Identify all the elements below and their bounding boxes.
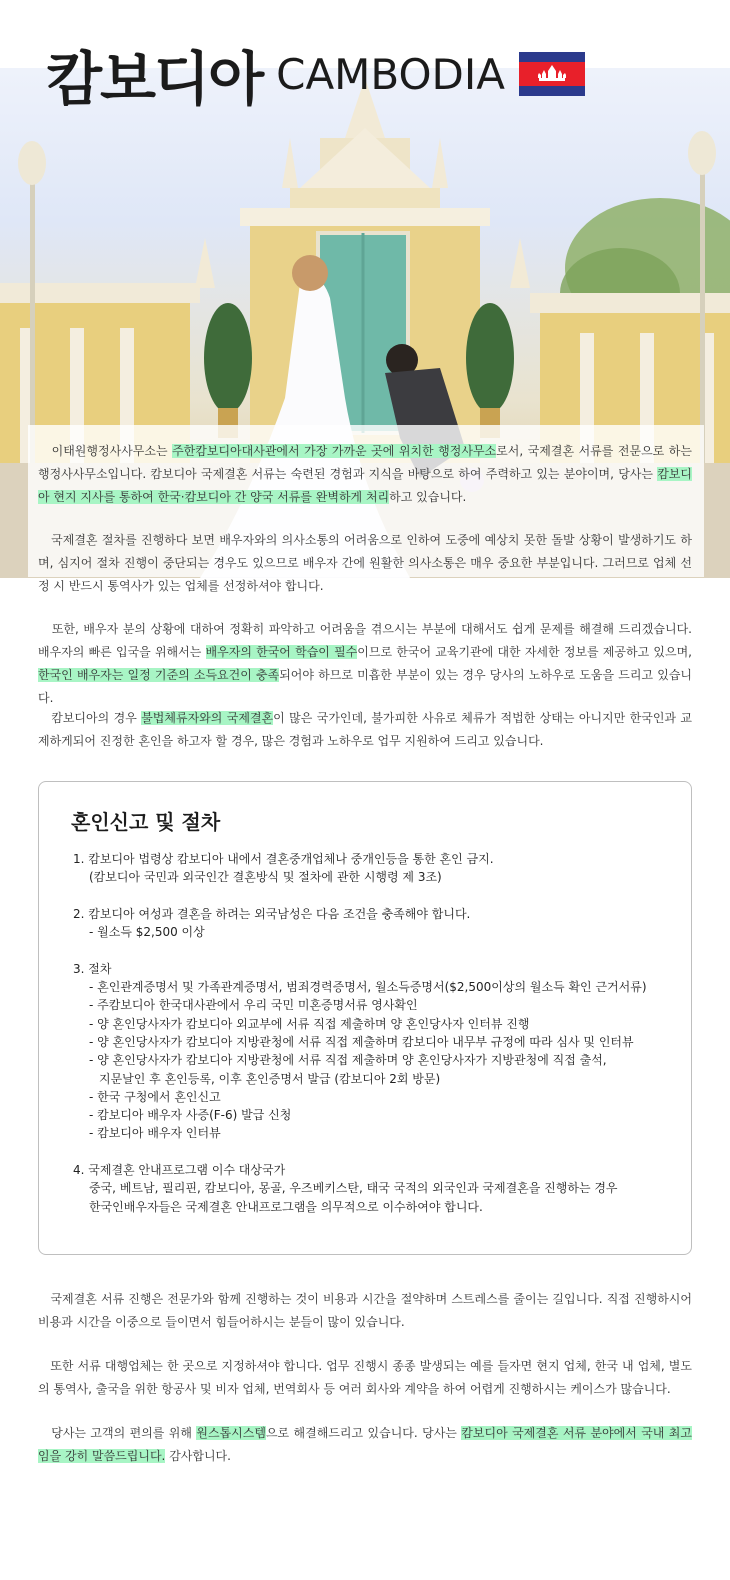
paragraph-text: 국제결혼 서류 진행은 전문가와 함께 진행하는 것이 비용과 시간을 절약하며 스트레스를 줄이는 길입니다. 직접 진행하시어 비용과 시간을 이중으로 들이면서 힘들어하시는 분들이 많이 있습니다. [38,1292,692,1329]
paragraph-text: 으로 해결해드리고 있습니다. 당사는 [265,1426,462,1440]
procedure-sub-item: - 양 혼인당사자가 캄보디아 지방관청에 서류 직접 제출하며 양 혼인당사자가 지방관청에 직접 출석, [89,1053,607,1068]
marriage-procedure-box [38,781,692,1255]
procedure-sub-item: - 양 혼인당사자가 캄보디아 지방관청에 서류 직접 제출하며 캄보디아 내무부 규정에 따라 심사 및 인터뷰 [89,1034,634,1049]
paragraph-text: 이 많은 국가인데, 불가피한 사유로 체류가 적법한 상태는 아니지만 한국인과 교제하게되어 진정한 혼인을 하고자 할 경우, 많은 경험과 노하우로 업무 지원하여 드리고 있습니다. [38,711,693,748]
intro-paragraph-1 [38,440,692,509]
highlighted-text: 주한캄보디아대사관에서 가장 가까운 곳에 위치한 행정사무소 [172,444,497,458]
procedure-sub-item: 지문날인 후 혼인등록, 이후 혼인증명서 발급 (캄보디아 2회 방문) [99,1071,441,1086]
paragraph-text: 이므로 한국어 교육기관에 대한 자세한 정보를 제공하고 있으며, [357,645,692,659]
procedure-sub-item: 한국인배우자들은 국제결혼 안내프로그램을 의무적으로 이수하여야 합니다. [89,1199,483,1214]
procedure-sub-item: - 캄보디아 배우자 인터뷰 [89,1126,221,1141]
page-header [46,34,585,114]
highlighted-text: 캄보디아 현지 지사를 통하여 한국·캄보디아 간 양국 서류를 완벽하게 처리 [38,467,692,504]
procedure-sub-item: - 캄보디아 배우자 사증(F-6) 발급 신청 [89,1108,292,1123]
highlighted-text: 배우자의 한국어 학습이 필수 [205,645,358,659]
procedure-item-heading: 3. 절차 [73,961,112,976]
procedure-sub-item: - 혼인관계증명서 및 가족관계증명서, 범죄경력증명서, 월소득증명서($2,500이상의 월소득 확인 근거서류) [89,980,647,995]
cambodia-flag-icon [519,52,585,96]
procedure-title: 혼인신고 및 절차 [71,810,221,834]
paragraph-text: 국제결혼 절차를 진행하다 보면 배우자와의 의사소통의 어려움으로 인하여 도중에 예상치 못한 돌발 상황이 발생하기도 하며, 심지어 절차 진행이 중단되는 경우도 있으므로 배우자 간에 원활한 의사소통은 매우 중요한 부분입니다. 그러므로 업체 선정 시 반드시 통역사가 있는 업체를 선정하셔야 합니다. [38,533,692,593]
outro-paragraph-1 [38,1288,692,1334]
paragraph-text: 캄보디아의 경우 [51,711,142,725]
procedure-sub-item: - 주캄보디아 한국대사관에서 우리 국민 미혼증명서류 영사확인 [89,998,418,1013]
procedure-item-heading: 4. 국제결혼 안내프로그램 이수 대상국가 [73,1163,286,1178]
procedure-item [73,905,673,942]
procedure-sub-item: - 양 혼인당사자가 캄보디아 외교부에 서류 직접 제출하며 양 혼인당사자 인터뷰 진행 [89,1016,530,1031]
highlighted-text: 원스톱시스템 [196,1426,266,1440]
paragraph-text: 이태원행정사사무소는 [51,444,173,458]
outro-paragraph-3 [38,1422,692,1468]
paragraph-text: 또한 서류 대행업체는 한 곳으로 지정하셔야 합니다. 업무 진행시 종종 발생되는 예를 들자면 현지 업체, 한국 내 업체, 별도의 통역사, 출국을 위한 항공사 및 비자 업체, 번역회사 등 여러 회사와 계약을 하여 어렵게 진행하시는 케이스가 많습니다. [38,1359,692,1396]
paragraph-text: 또한, 배우자 분의 상황에 대하여 정확히 파악하고 어려움을 겪으시는 부분에 대해서도 쉽게 문제를 해결해 드리겠습니다. 배우자의 빠른 입국을 위해서는 [38,622,692,659]
procedure-item [73,850,673,887]
paragraph-text: 감사합니다. [165,1449,231,1463]
procedure-item [73,960,673,1143]
paragraph-text: 당사는 고객의 편의를 위해 [51,1426,197,1440]
page-title-korean: 캄보디아 [46,45,263,113]
page-title-english: CAMBODIA [276,49,506,99]
paragraph-text: 하고 있습니다. [389,490,467,504]
procedure-sub-item: 중국, 베트남, 필리핀, 캄보디아, 몽골, 우즈베키스탄, 태국 국적의 외국인과 국제결혼을 진행하는 경우 [89,1181,618,1196]
highlighted-text: 캄보디아 국제결혼 서류 분야에서 국내 최고임을 강히 말씀드립니다. [38,1426,692,1463]
procedure-sub-item: (캄보디아 국민과 외국인간 결혼방식 및 절차에 관한 시행령 제 3조) [89,870,442,885]
procedure-item-heading: 2. 캄보디아 여성과 결혼을 하려는 외국남성은 다음 조건을 충족해야 합니다. [73,906,471,921]
procedure-list [73,850,673,1234]
procedure-item [73,1161,673,1216]
highlighted-text: 불법체류자와의 국제결혼 [141,711,274,725]
intro-paragraph-2 [38,529,692,598]
outro-paragraph-2 [38,1355,692,1401]
paragraph-text: 되어야 하므로 미흡한 부분이 있는 경우 당사의 노하우로 도움을 드리고 있습니다. [38,668,692,705]
intro-paragraph-3 [38,618,692,710]
intro-paragraph-4 [38,707,692,753]
procedure-item-heading: 1. 캄보디아 법령상 캄보디아 내에서 결혼중개업체나 중개인등을 통한 혼인 금지. [73,852,494,866]
procedure-sub-item: - 한국 구청에서 혼인신고 [89,1089,221,1104]
paragraph-text: 로서, 국제결혼 서류를 전문으로 하는 행정사사무소입니다. 캄보디아 국제결혼 서류는 숙련된 경험과 지식을 바탕으로 하여 주력하고 있는 분야이며, 당사는 [38,444,692,481]
highlighted-text: 한국인 배우자는 일정 기준의 소득요건이 충족 [38,668,280,682]
procedure-sub-item: - 월소득 $2,500 이상 [89,925,205,940]
